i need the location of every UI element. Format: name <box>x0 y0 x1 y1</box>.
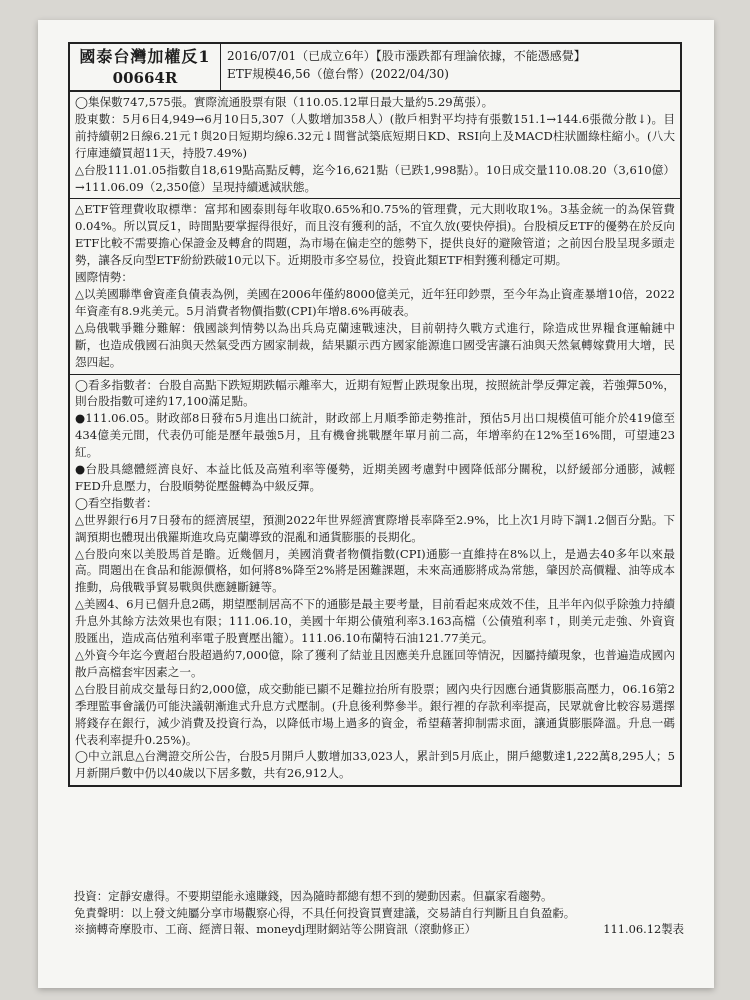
paragraph: △世界銀行6月7日發布的經濟展望，預測2022年世界經濟實際增長率降至2.9%，比上次1月時下調1.2個百分點。下調預期也體現出俄羅斯進攻烏克蘭導致的混亂和通貨膨脹的長期化。 <box>75 512 675 544</box>
disclaimer: 免責聲明：以上發文純屬分享市場觀察心得，不具任何投資買賣建議，交易請自行判斷且自負盈虧。 <box>74 905 576 920</box>
paragraph: △台股目前成交量每日約2,000億，成交動能已顯不足難拉抬所有股票；國內央行因應台通貨膨脹高壓力，06.16第2季理監事會議仍可能決議朝漸進式升息方式壓制。(升息後利弊參半。銀行裡的存款利率提高，民眾就會比較容易選擇將錢存在銀行，減少消費及投資行為，以降低市場上過多的資金，希望藉著抑制需求面，讓通貨膨脹降溫。升息一碼代表利率提升0.25%)。 <box>75 681 675 747</box>
paragraph: △烏俄戰爭難分難解：俄國談判情勢以為出兵烏克蘭速戰速決，目前朝持久戰方式進行，除造成世界糧食運輸鏈中斷，也造成俄國石油與天然氣受西方國家制裁，結果顯示西方國家能源進口國受害讓石油與天然氣轉嫁費用大增，民怨四起。 <box>75 320 675 369</box>
paragraph: △台股111.01.05指數自18,619點高點反轉，迄今16,621點（已跌1,998點）。10日成交量110.08.20（3,610億）→111.06.09（2,350億）呈現持續遞減狀態。 <box>75 162 675 194</box>
paragraph: 股東數：5月6日4,949→6月10日5,307（人數增加358人）(散戶相對平均持有張數151.1→144.6張微分散↓)。目前持續朝2日線6.21元↑與20日短期均線6.32元↓間嘗試築底短期日KD、RSI向上及MACD柱狀圖綠柱縮小。(八大行庫連續買超11天，持股7.49%) <box>75 111 675 160</box>
paragraph: △ETF管理費收取標準：富邦和國泰則每年收取0.65%和0.75%的管理費，元大則收取1%。3基金統一的為保管費0.04%。所以買反1，時間點要掌握得很好，而且沒有獲利的話，不宜久放(要快停損)。台股槓反ETF的優勢在於反向ETF比較不需要擔心保證金及轉倉的問題，為市場在偏走空的態勢下，提供良好的避險管道；之前因台股呈現多頭走勢，讓各反向型ETF紛紛跌破10元以下。近期股市多空易位，投資此類ETF相對獲利穩定可期。 <box>75 202 675 268</box>
paragraph: ●台股具總體經濟良好、本益比低及高殖利率等優勢，近期美國考慮對中國降低部分關稅，以紓緩部分通膨，減輕FED升息壓力，台股順勢從壓盤轉為中級反彈。 <box>75 462 675 493</box>
fund-summary <box>221 44 680 90</box>
section-etf-international <box>70 199 680 374</box>
report-frame <box>68 42 682 787</box>
source-note: ※摘轉奇摩股市、工商、經濟日報、moneydj理財網站等公開資訊（滾動修正） <box>74 922 477 936</box>
investment-motto: 投資：定靜安慮得。不要期望能永遠賺錢，因為隨時都總有想不到的變動因素。但贏家看趨勢。 <box>74 889 553 903</box>
paragraph: △外資今年迄今賣超台股超過約7,000億，除了獲利了結並且因應美升息匯回等情況，因屬持續現象，也普遍造成國內散戶高檔套牢因素之一。 <box>75 648 675 679</box>
fund-title-box <box>70 44 221 90</box>
report-header <box>70 44 680 92</box>
report-footer <box>74 888 684 938</box>
fund-size-line: ETF規模46,56（億台幣）(2022/04/30) <box>227 67 449 81</box>
paragraph: ◯看多指數者：台股自高點下跌短期跌幅示離率大，近期有短暫止跌現象出現，按照統計學反彈定義，若強彈50%，則台股指數可達約17,100滿足點。 <box>75 377 675 409</box>
fund-inception-line: 2016/07/01（已成立6年）【股市漲跌都有理論依據，不能憑感覺】 <box>227 49 586 63</box>
paragraph-heading: 國際情勢： <box>75 270 133 285</box>
document-page <box>38 20 714 988</box>
report-date: 111.06.12製表 <box>603 922 684 936</box>
paragraph: △台股向來以美股馬首是瞻。近幾個月，美國消費者物價指數(CPI)通膨一直維持在8%以上，是過去40多年以來最高。問題出在食品和能源價格，如何將8%降至2%將是困難課題，未來高通膨將成為常態，肇因於高價糧、油等成本推動，烏俄戰爭貿易戰與供應鏈斷鏈等。 <box>75 546 675 595</box>
paragraph: ◯中立訊息△台灣證交所公告，台股5月開戶人數增加33,023人，累計到5月底止，開戶總數達1,222萬8,295人；5月新開戶數中仍以40歲以下居多數，共有26,912人。 <box>75 749 675 781</box>
paragraph: △美國4、6月已個升息2碼，期望壓制居高不下的通膨是最主要考量，目前看起來成效不佳，且半年內似乎除強力持續升息外其餘方法效果也有限；111.06.10，美國十年期公債殖利率3.163高檔（公債殖利率↑，則美元走強、外資資股匯出，造成高估殖利率電子股賣壓出籠）。111.06.10布蘭特石油121.77美元。 <box>75 597 675 646</box>
fund-name: 國泰台灣加權反1 <box>79 47 211 66</box>
paragraph-heading: ◯看空指數者： <box>75 495 158 510</box>
paragraph: ●111.06.05。財政部8日發布5月進出口統計，財政部上月順季節走勢推計，預估5月出口規模值可能介於419億至434億美元間，代表仍可能是歷年最強5月，且有機會挑戰歷年單月前二高，年增率約在12%至16%間，可望連23紅。 <box>75 411 675 460</box>
paragraph: ◯集保數747,575張。實際流通股票有限（110.05.12單日最大量約5.29萬張）。 <box>75 95 494 109</box>
fund-code: 00664R <box>112 69 178 87</box>
source-line <box>74 921 684 938</box>
paragraph: △以美國聯準會資產負債表為例，美國在2006年僅約8000億美元，近年狂印鈔票，至今年為止資產暴增10倍，2022年資產有8.9兆美元。5月消費者物價指數(CPI)年增8.6%再破表。 <box>75 286 675 318</box>
section-outlook <box>70 375 680 786</box>
section-holdings <box>70 92 680 199</box>
